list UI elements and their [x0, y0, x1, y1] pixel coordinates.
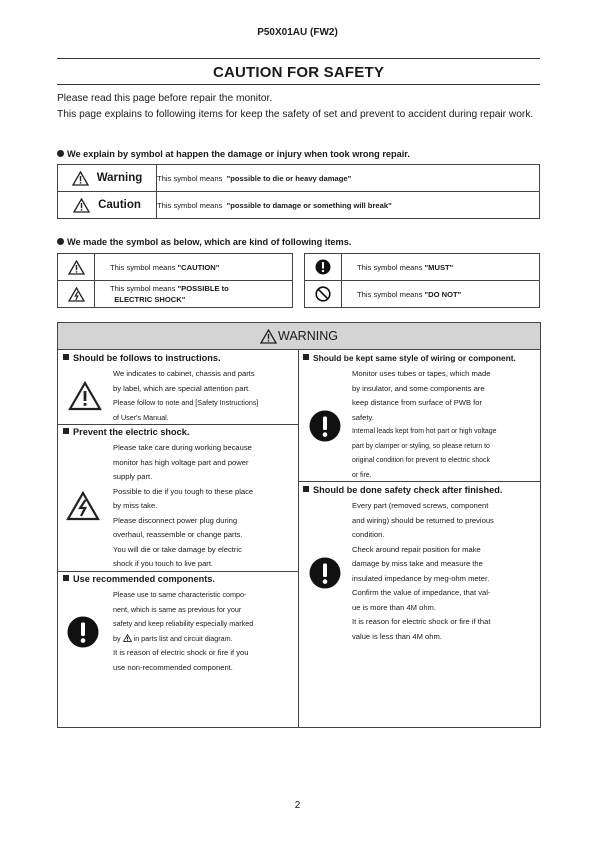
section-heading-electric-shock [63, 427, 189, 437]
severity-table [57, 164, 540, 219]
body-line: original condition for prevent to electric shock [352, 457, 490, 464]
section-body-wiring [352, 367, 536, 483]
body-line: Please take care during working because [113, 443, 252, 452]
body-line: safety. [352, 412, 374, 422]
electric-shock-triangle-icon [68, 287, 85, 302]
severity-meaning-caution: "possible to damage or something will break" [226, 200, 392, 210]
bullet-dot-icon [57, 150, 64, 157]
bullet-severity [57, 149, 410, 159]
section-heading-text: Should be done safety check after finished. [313, 485, 503, 495]
body-line: Confirm the value of impedance, that val- [352, 588, 491, 597]
body-line: Please follow to note and [Safety Instructions] [113, 398, 259, 407]
square-bullet-icon [303, 486, 309, 492]
section-heading-safety-check [303, 485, 502, 495]
body-line: overhaul, reassemble or change parts. [113, 530, 243, 539]
section-body-components [113, 588, 295, 675]
symbol-desc-caution [95, 254, 293, 281]
bullet-symbols [57, 237, 351, 247]
symbol-meaning-electric-shock: "POSSIBLE to [177, 284, 229, 293]
severity-prefix: This symbol means [157, 200, 223, 210]
caution-triangle-icon [68, 260, 85, 275]
must-exclamation-icon [315, 259, 331, 275]
electric-shock-triangle-icon [66, 491, 100, 521]
body-line: by label, which are special attention part. [113, 383, 251, 393]
body-line: Every part (removed screws, component [352, 501, 489, 510]
section-body-safety-check [352, 499, 536, 644]
section-heading-text: Should be kept same style of wiring or component. [313, 353, 516, 363]
section-heading-wiring [303, 353, 516, 363]
body-line: You will die or take damage by electric [113, 544, 242, 554]
severity-desc-caution [157, 192, 540, 219]
intro-line-1: Please read this page before repair the monitor. [57, 93, 273, 104]
body-line: damage by miss take and measure the [352, 559, 483, 568]
symbols-table-right [304, 253, 540, 308]
bullet-dot-icon [57, 238, 64, 245]
symbol-row-caution [58, 254, 293, 281]
severity-meaning-warning: "possible to die or heavy damage" [226, 173, 352, 183]
do-not-circle-icon [315, 286, 331, 302]
section-heading-components [63, 574, 215, 584]
symbol-row-electric-shock [58, 281, 293, 308]
severity-desc-warning [157, 165, 540, 192]
square-bullet-icon [303, 354, 309, 360]
title-top-rule [57, 58, 540, 59]
severity-row-caution [58, 192, 540, 219]
severity-prefix: This symbol means [157, 173, 223, 183]
must-exclamation-icon [309, 410, 341, 442]
square-bullet-icon [63, 428, 69, 434]
document-model-header: P50X01AU (FW2) [257, 27, 338, 38]
body-line: shock if you touch to live part. [113, 559, 214, 568]
body-line: of User's Manual. [113, 412, 169, 422]
symbol-prefix: This symbol means [110, 284, 176, 293]
body-line: and wiring) should be returned to previous [352, 515, 494, 525]
symbol-desc-electric-shock [95, 281, 293, 308]
title-bottom-rule [57, 84, 540, 85]
severity-row-warning [58, 165, 540, 192]
body-line: insulated impedance by meg-ohm meter. [352, 573, 490, 583]
section-heading-instructions [63, 353, 221, 363]
square-bullet-icon [63, 575, 69, 581]
body-line: It is reason of electric shock or fire if you [113, 648, 249, 657]
warning-triangle-icon [260, 329, 277, 344]
warning-header-label: WARNING [278, 329, 338, 343]
body-line-prefix: by [113, 633, 121, 643]
symbol-prefix: This symbol means [357, 262, 423, 272]
page-number: 2 [294, 800, 301, 811]
section-heading-text: Prevent the electric shock. [73, 427, 190, 437]
body-line: Internal leads kept from hot part or high voltage [352, 428, 497, 435]
section-heading-text: Should be follows to instructions. [73, 353, 221, 363]
must-exclamation-icon [67, 616, 99, 648]
body-line: keep distance from surface of PWB for [352, 398, 482, 407]
symbols-table-left [57, 253, 293, 308]
body-line: safety and keep reliability especially marked [113, 619, 254, 628]
body-line: supply part. [113, 472, 153, 481]
symbol-meaning-caution: "CAUTION" [177, 262, 220, 272]
body-line: Check around repair position for make [352, 544, 481, 554]
caution-triangle-icon [73, 198, 90, 213]
body-line: Monitor uses tubes or tapes, which made [352, 369, 491, 378]
page-title: CAUTION FOR SAFETY [212, 64, 385, 81]
intro-text [57, 91, 540, 123]
body-line: It is reason for electric shock or fire if that [352, 617, 491, 626]
square-bullet-icon [63, 354, 69, 360]
body-line: We indicates to cabinet, chassis and parts [113, 369, 255, 378]
bullet-severity-text: We explain by symbol at happen the damage or injury when took wrong repair. [67, 149, 410, 159]
symbol-meaning-must: "MUST" [424, 262, 454, 272]
section-body-electric-shock [113, 441, 295, 572]
symbol-prefix: This symbol means [357, 289, 423, 299]
caution-triangle-icon [123, 634, 132, 642]
body-line: by miss take. [113, 501, 158, 510]
section-heading-text: Use recommended components. [73, 574, 215, 584]
body-line-marked [113, 632, 295, 647]
warning-section-header [57, 322, 541, 350]
body-line: nent, which is same as previous for your [113, 604, 242, 614]
symbol-prefix: This symbol means [110, 262, 176, 272]
body-line: Please use to same characteristic compo- [113, 590, 247, 599]
symbol-desc-must [342, 254, 540, 281]
symbol-row-do-not [305, 281, 540, 308]
body-line: Please disconnect power plug during [113, 515, 238, 525]
body-line: part by clamper or styling, so please return to [352, 442, 490, 450]
bullet-symbols-text: We made the symbol as below, which are kind of following items. [67, 237, 352, 247]
body-line: or fire. [352, 471, 372, 479]
body-line: use non-recommended component. [113, 662, 233, 672]
severity-label-caution: Caution [98, 199, 141, 211]
symbol-meaning-do-not: "DO NOT" [424, 289, 462, 299]
must-exclamation-icon [309, 557, 341, 589]
body-line: by insulator, and some components are [352, 383, 485, 393]
body-line: condition. [352, 530, 385, 539]
intro-line-2: This page explains to following items for keep the safety of set and prevent to accident during repair work. [57, 109, 534, 120]
body-line: ue is more than 4M ohm. [352, 602, 436, 612]
warning-triangle-icon [72, 171, 89, 186]
caution-triangle-icon [68, 381, 102, 411]
severity-label-warning: Warning [96, 172, 143, 184]
body-line-text: in parts list and circuit diagram. [133, 633, 233, 643]
symbol-meaning-electric-shock-2: ELECTRIC SHOCK" [114, 295, 186, 304]
symbol-desc-do-not [342, 281, 540, 308]
body-line: value is less than 4M ohm. [352, 631, 442, 641]
body-line: monitor has high voltage part and power [113, 457, 249, 467]
section-body-instructions [113, 367, 293, 425]
body-line: Possible to die if you tough to these place [113, 486, 254, 496]
symbol-row-must [305, 254, 540, 281]
